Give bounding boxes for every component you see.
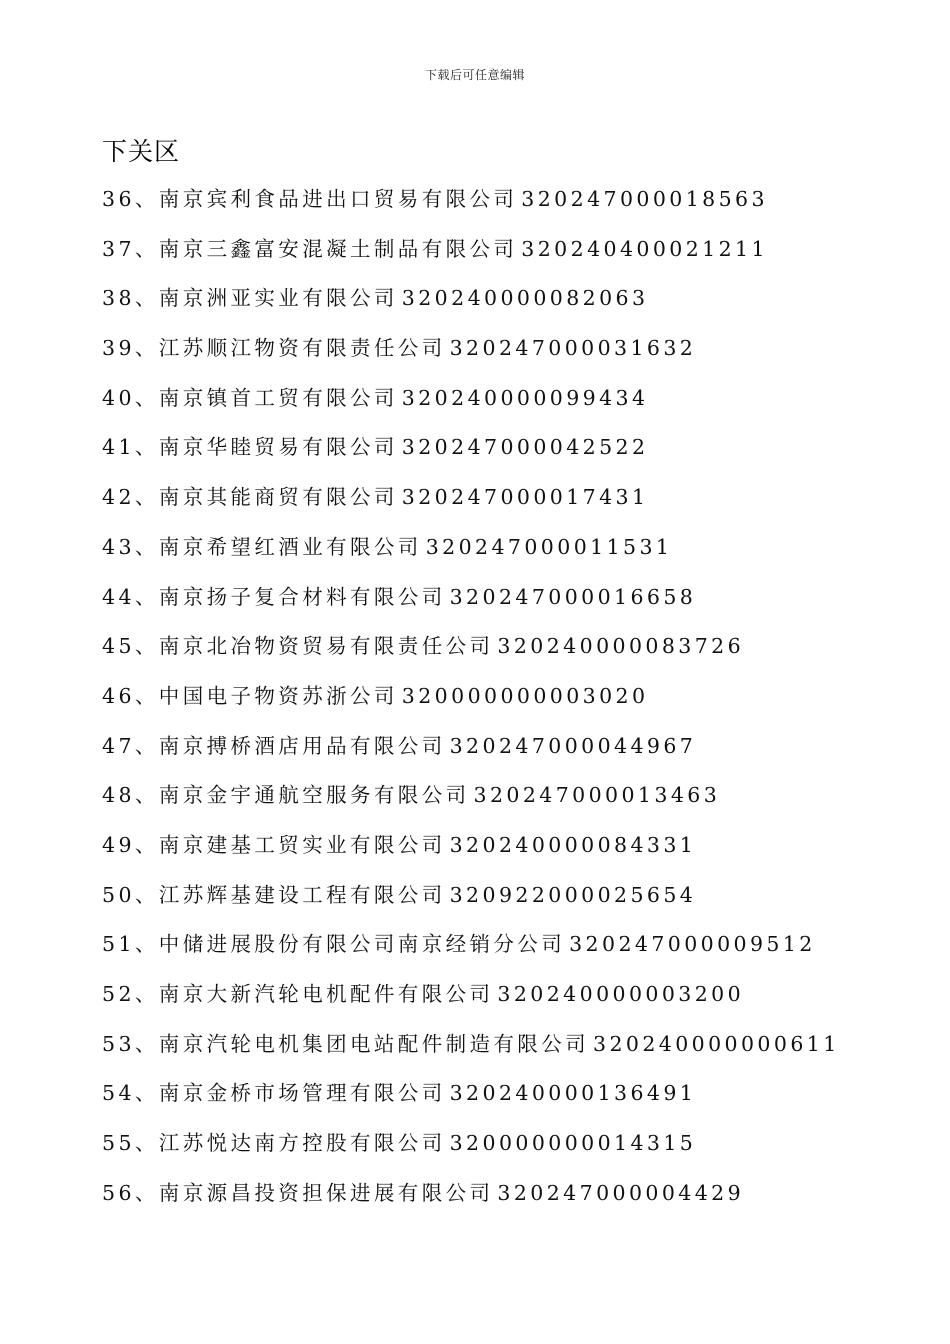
item-number: 39 — [102, 336, 135, 361]
item-number: 41 — [102, 435, 135, 460]
company-name: 南京三鑫富安混凝土制品有限公司 — [158, 236, 518, 261]
registration-code: 320247000031632 — [449, 336, 697, 361]
item-separator: 、 — [134, 783, 159, 808]
item-separator: 、 — [134, 733, 159, 758]
item-separator: 、 — [134, 982, 159, 1006]
registration-code: 320247000013463 — [473, 783, 721, 808]
item-number: 49 — [102, 832, 135, 857]
list-item — [102, 428, 922, 478]
company-name: 南京金宇通航空服务有限公司 — [158, 783, 470, 808]
item-number: 42 — [102, 485, 135, 510]
item-separator: 、 — [134, 584, 159, 609]
registration-code: 320247000017431 — [401, 485, 649, 510]
item-separator: 、 — [134, 236, 159, 261]
list-item — [102, 876, 922, 926]
company-name: 南京北冶物资贸易有限责任公司 — [158, 634, 494, 659]
item-separator: 、 — [134, 336, 159, 361]
registration-code: 320247000044967 — [449, 733, 697, 758]
company-name: 南京洲亚实业有限公司 — [158, 286, 398, 311]
list-item — [102, 578, 922, 628]
item-separator: 、 — [134, 882, 159, 907]
registration-code: 320247000011531 — [425, 534, 673, 559]
item-number: 51 — [102, 932, 135, 957]
item-number: 36 — [102, 187, 135, 211]
company-name: 南京搏桥酒店用品有限公司 — [158, 733, 446, 758]
registration-code: 320922000025654 — [449, 882, 697, 907]
list-item — [102, 776, 922, 826]
item-separator: 、 — [134, 534, 159, 559]
company-name: 中国电子物资苏浙公司 — [158, 683, 398, 708]
company-name: 南京其能商贸有限公司 — [158, 485, 398, 510]
company-name: 南京希望红酒业有限公司 — [158, 534, 422, 559]
company-name: 江苏辉基建设工程有限公司 — [158, 882, 446, 907]
list-item — [102, 279, 922, 329]
registration-code: 320000000014315 — [449, 1131, 697, 1156]
registration-code: 320240000000611 — [593, 1031, 840, 1056]
item-number: 52 — [102, 982, 135, 1006]
company-name: 南京建基工贸实业有限公司 — [158, 832, 446, 857]
list-item — [102, 727, 922, 777]
item-number: 37 — [102, 236, 135, 261]
item-number: 38 — [102, 286, 135, 311]
company-name: 南京扬子复合材料有限公司 — [158, 584, 446, 609]
item-number: 40 — [102, 385, 135, 410]
list-item — [102, 180, 922, 230]
company-name: 南京汽轮电机集团电站配件制造有限公司 — [158, 1031, 589, 1056]
page-header: 下载后可任意编辑 — [424, 68, 525, 82]
company-name: 南京源昌投资担保进展有限公司 — [158, 1180, 494, 1205]
item-separator: 、 — [134, 683, 159, 708]
list-item — [102, 1174, 922, 1224]
item-number: 45 — [102, 634, 135, 659]
list-item — [102, 478, 922, 528]
item-number: 44 — [102, 584, 135, 609]
company-name: 中储进展股份有限公司南京经销分公司 — [158, 932, 566, 957]
item-separator: 、 — [134, 435, 159, 460]
registration-code: 320247000004429 — [497, 1180, 745, 1205]
item-separator: 、 — [134, 1081, 159, 1106]
item-separator: 、 — [134, 385, 159, 410]
registration-code: 320247000009512 — [569, 932, 816, 957]
item-separator: 、 — [134, 1131, 159, 1156]
company-name: 江苏顺江物资有限责任公司 — [158, 336, 446, 361]
company-name: 南京华睦贸易有限公司 — [158, 435, 398, 460]
list-item — [102, 677, 922, 727]
list-item — [102, 627, 922, 677]
registration-code: 320247000018563 — [521, 187, 768, 211]
company-name: 南京大新汽轮电机配件有限公司 — [158, 982, 494, 1006]
list-item — [102, 230, 922, 280]
registration-code: 320240400021211 — [521, 236, 768, 261]
item-number: 50 — [102, 882, 135, 907]
item-number: 55 — [102, 1131, 135, 1156]
company-name: 南京镇首工贸有限公司 — [158, 385, 398, 410]
item-separator: 、 — [134, 286, 159, 311]
registration-code: 320240000003200 — [497, 982, 745, 1006]
section-title: 下关区 — [102, 137, 181, 166]
item-separator: 、 — [134, 932, 159, 957]
item-number: 46 — [102, 683, 135, 708]
company-name: 南京金桥市场管理有限公司 — [158, 1081, 446, 1106]
item-number: 56 — [102, 1180, 135, 1205]
list-item — [102, 329, 922, 379]
list-item — [102, 379, 922, 429]
item-separator: 、 — [134, 187, 159, 211]
list-item — [102, 528, 922, 578]
item-number: 43 — [102, 534, 135, 559]
list-item — [102, 1025, 922, 1075]
registration-code: 320247000016658 — [449, 584, 697, 609]
list-item — [102, 925, 922, 975]
list-item — [102, 1124, 922, 1174]
list-item — [102, 1074, 922, 1124]
registration-code: 320240000083726 — [497, 634, 745, 659]
item-number: 48 — [102, 783, 135, 808]
item-separator: 、 — [134, 832, 159, 857]
item-separator: 、 — [134, 485, 159, 510]
registration-code: 320247000042522 — [401, 435, 649, 460]
item-separator: 、 — [134, 634, 159, 659]
list-item — [102, 975, 922, 1025]
registration-code: 320240000082063 — [401, 286, 649, 311]
registration-code: 320240000099434 — [401, 385, 649, 410]
registration-code: 320000000003020 — [401, 683, 649, 708]
registration-code: 320240000136491 — [449, 1081, 697, 1106]
item-number: 54 — [102, 1081, 135, 1106]
company-list — [102, 180, 922, 1223]
company-name: 江苏悦达南方控股有限公司 — [158, 1131, 446, 1156]
registration-code: 320240000084331 — [449, 832, 697, 857]
company-name: 南京宾利食品进出口贸易有限公司 — [158, 187, 518, 211]
list-item — [102, 826, 922, 876]
item-number: 53 — [102, 1031, 135, 1056]
item-separator: 、 — [134, 1031, 159, 1056]
item-separator: 、 — [134, 1180, 159, 1205]
item-number: 47 — [102, 733, 135, 758]
